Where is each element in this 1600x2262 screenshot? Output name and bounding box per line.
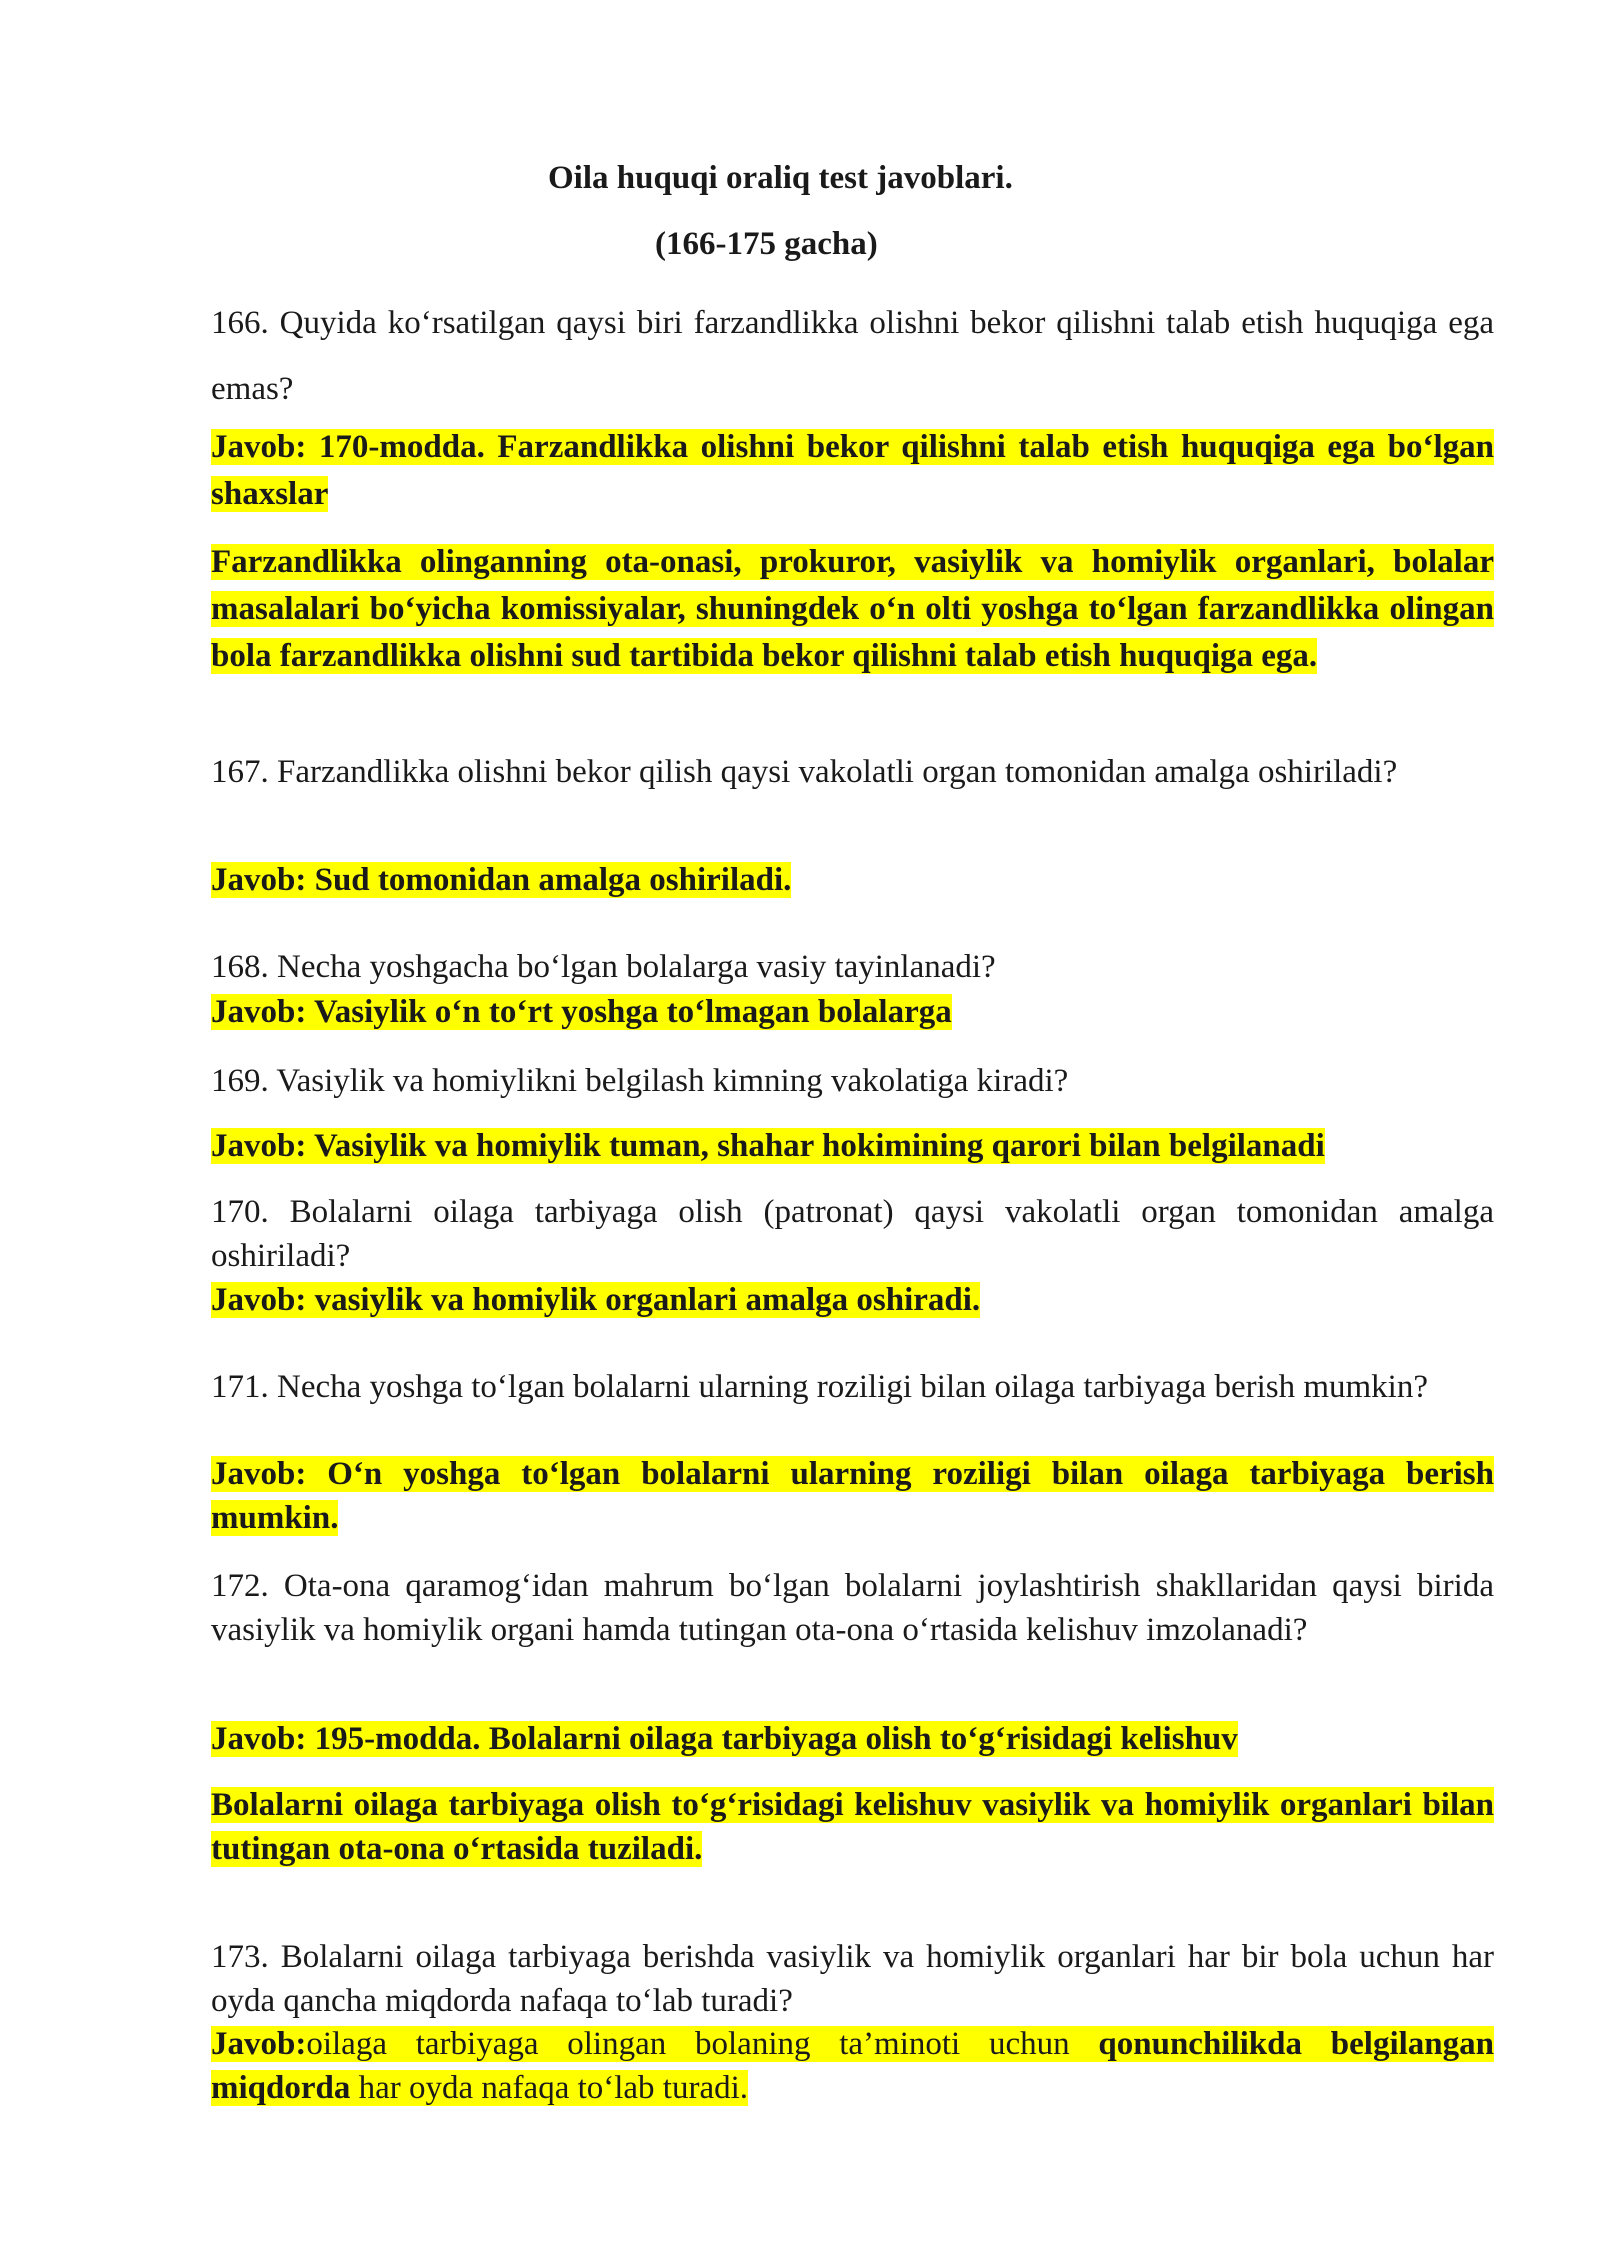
question-166: 166. Quyida ko‘rsatilgan qaysi biri farzandlikka olishni bekor qilishni talab etish huquqiga ega emas? bbox=[211, 305, 1494, 407]
answer-167: Javob: Sud tomonidan amalga oshiriladi. bbox=[211, 862, 792, 898]
answer-166-detail: Farzandlikka olinganning ota-onasi, prokuror, vasiylik va homiylik organlari, bolalar masalalari bo‘yicha komissiyalar, shuningdek o‘n olti yoshga to‘lgan farzandlikka olingan bola farzandlikka olishni sud tartibida bekor qilishni talab etish huquqiga ega. bbox=[211, 544, 1494, 674]
answer-173: Javob:oilaga tarbiyaga olingan bolaning ta’minoti uchun qonunchilikda belgilangan miqdorda har oyda nafaqa to‘lab turadi. bbox=[211, 2026, 1494, 2106]
page-subtitle: (166-175 gacha) bbox=[655, 226, 878, 262]
answer-172-detail: Bolalarni oilaga tarbiyaga olish to‘g‘risidagi kelishuv vasiylik va homiylik organlari bilan tutingan ota-ona o‘rtasida tuziladi. bbox=[211, 1787, 1494, 1867]
question-169: 169. Vasiylik va homiylikni belgilash kimning vakolatiga kiradi? bbox=[211, 1063, 1069, 1099]
question-168: 168. Necha yoshgacha bo‘lgan bolalarga vasiy tayinlanadi? bbox=[211, 949, 996, 985]
question-173: 173. Bolalarni oilaga tarbiyaga berishda vasiylik va homiylik organlari har bir bola uchun har oyda qancha miqdorda nafaqa to‘lab turadi? bbox=[211, 1939, 1494, 2019]
question-170: 170. Bolalarni oilaga tarbiyaga olish (patronat) qaysi vakolatli organ tomonidan amalga oshiriladi? bbox=[211, 1194, 1494, 1274]
page-title: Oila huquqi oraliq test javoblari. bbox=[548, 160, 1013, 196]
answer-171: Javob: O‘n yoshga to‘lgan bolalarni ularning roziligi bilan oilaga tarbiyaga berish mumkin. bbox=[211, 1456, 1494, 1536]
answer-166: Javob: 170-modda. Farzandlikka olishni bekor qilishni talab etish huquqiga ega bo‘lgan shaxslar bbox=[211, 429, 1494, 512]
question-171: 171. Necha yoshga to‘lgan bolalarni ularning roziligi bilan oilaga tarbiyaga berish mumkin? bbox=[211, 1369, 1428, 1405]
answer-173-lead: Javob: bbox=[211, 2026, 307, 2062]
question-167: 167. Farzandlikka olishni bekor qilish qaysi vakolatli organ tomonidan amalga oshiriladi? bbox=[211, 754, 1398, 790]
answer-169: Javob: Vasiylik va homiylik tuman, shahar hokimining qarori bilan belgilanadi bbox=[211, 1128, 1325, 1164]
answer-170: Javob: vasiylik va homiylik organlari amalga oshiradi. bbox=[211, 1282, 981, 1318]
question-172: 172. Ota-ona qaramog‘idan mahrum bo‘lgan bolalarni joylashtirish shakllaridan qaysi birida vasiylik va homiylik organi hamda tutingan ota-ona o‘rtasida kelishuv imzolanadi? bbox=[211, 1568, 1494, 1648]
answer-172: Javob: 195-modda. Bolalarni oilaga tarbiyaga olish to‘g‘risidagi kelishuv bbox=[211, 1721, 1238, 1757]
answer-168: Javob: Vasiylik o‘n to‘rt yoshga to‘lmagan bolalarga bbox=[211, 994, 952, 1030]
